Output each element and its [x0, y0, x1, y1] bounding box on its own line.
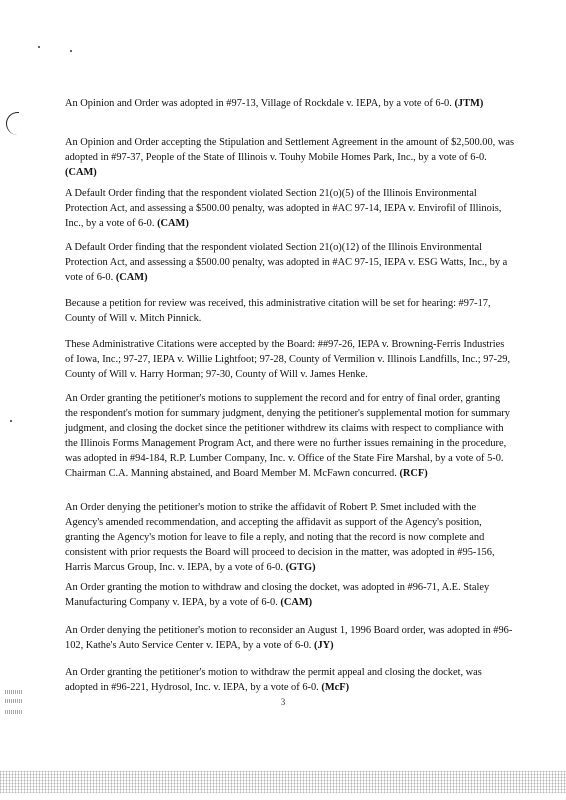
- paragraph-text: An Order denying the petitioner's motion to strike the affidavit of Robert P. Smet included with the Agency's amended recommendation, and accepting the affidavit as support of the Agency's position, granting the Agency's motion for leave to file a reply, and noting that the record is now complete and consistent with prior requests the Board will proceed to decision in the matter, was adopted in #95-156, Harris Marcus Group, Inc. v. IEPA, by a vote of 6-0.: [65, 502, 495, 573]
- paragraph-initials: (JY): [314, 640, 334, 651]
- paragraph-text: An Order granting the petitioner's motions to supplement the record and for entry of final order, granting the respondent's motion for summary judgment, denying the petitioner's supplemental motion for summary judgment, and closing the docket since the petitioner withdrew its claims with respect to compliance with the Illinois Forms Management Program Act, and there were no further issues remaining in the procedure, was adopted in #94-184, R.P. Lumber Company, Inc. v. Office of the State Fire Marshal, by a vote of 5-0. Chairman C.A. Manning abstained, and Board Member M. McFawn concurred.: [65, 393, 510, 479]
- paragraph-text: A Default Order finding that the respondent violated Section 21(o)(12) of the Illinois Environmental Protection Act, and assessing a $500.00 penalty, was adopted in #AC 97-15, IEPA v. ESG Watts, Inc., by a vote of 6-0.: [65, 242, 508, 283]
- minutes-paragraph: [65, 186, 515, 231]
- page-number: 3: [280, 697, 286, 707]
- paragraph-initials: (RCF): [399, 468, 428, 479]
- paragraph-text: These Administrative Citations were accepted by the Board: ##97-26, IEPA v. Browning-Ferris Industries of Iowa, Inc.; 97-27, IEPA v. Willie Lightfoot; 97-28, County of Vermilion v. Illinois Landfills, Inc.; 97-29, County of Will v. Harry Horman; 97-30, County of Will v. James Henke.: [65, 339, 511, 380]
- paragraph-text: An Order granting the petitioner's motion to withdraw the permit appeal and closing the docket, was adopted in #96-221, Hydrosol, Inc. v. IEPA, by a vote of 6-0.: [65, 667, 482, 693]
- paragraph-text: An Opinion and Order accepting the Stipulation and Settlement Agreement in the amount of $2,500.00, was adopted in #97-37, People of the State of Illinois v. Touhy Mobile Homes Park, Inc., by a vote of 6-0.: [65, 137, 515, 163]
- paragraph-initials: (CAM): [280, 597, 313, 608]
- scan-bracket-mark: [6, 112, 19, 135]
- scan-noise-strip: [0, 771, 566, 793]
- minutes-paragraph: [65, 135, 515, 180]
- margin-noise: [5, 710, 23, 714]
- scan-speck: [70, 50, 72, 52]
- paragraph-initials: (GTG): [285, 562, 316, 573]
- paragraph-initials: (JTM): [454, 98, 484, 109]
- minutes-paragraph: [65, 296, 515, 326]
- paragraph-initials: (McF): [321, 682, 350, 693]
- margin-noise: [5, 690, 23, 694]
- paragraph-initials: (CAM): [65, 167, 97, 178]
- paragraph-initials: (CAM): [115, 272, 148, 283]
- minutes-paragraph: [65, 337, 515, 382]
- scan-speck: [10, 420, 12, 422]
- paragraph-text: An Order granting the motion to withdraw and closing the docket, was adopted in #96-71, A.E. Staley Manufacturing Company v. IEPA, by a vote of 6-0.: [65, 582, 490, 608]
- minutes-paragraph: [65, 623, 515, 653]
- minutes-paragraph: [65, 391, 515, 481]
- paragraph-text: An Order denying the petitioner's motion to reconsider an August 1, 1996 Board order, was adopted in #96-102, Kathe's Auto Service Center v. IEPA, by a vote of 6-0.: [65, 625, 513, 651]
- minutes-paragraph: [65, 96, 515, 111]
- paragraph-text: Because a petition for review was received, this administrative citation will be set for hearing: #97-17, County of Will v. Mitch Pinnick.: [65, 298, 491, 324]
- scan-speck: [38, 46, 40, 48]
- minutes-paragraph: [65, 580, 515, 610]
- paragraph-initials: (CAM): [157, 218, 189, 229]
- paragraph-text: A Default Order finding that the respondent violated Section 21(o)(5) of the Illinois Environmental Protection Act, and assessing a $500.00 penalty, was adopted in #AC 97-14, IEPA v. Envirofil of Illinois, Inc., by a vote of 6-0.: [65, 188, 502, 229]
- paragraph-text: An Opinion and Order was adopted in #97-13, Village of Rockdale v. IEPA, by a vote of 6-0.: [65, 98, 452, 109]
- minutes-paragraph: [65, 240, 515, 285]
- minutes-paragraph: [65, 500, 515, 575]
- minutes-paragraph: [65, 665, 515, 695]
